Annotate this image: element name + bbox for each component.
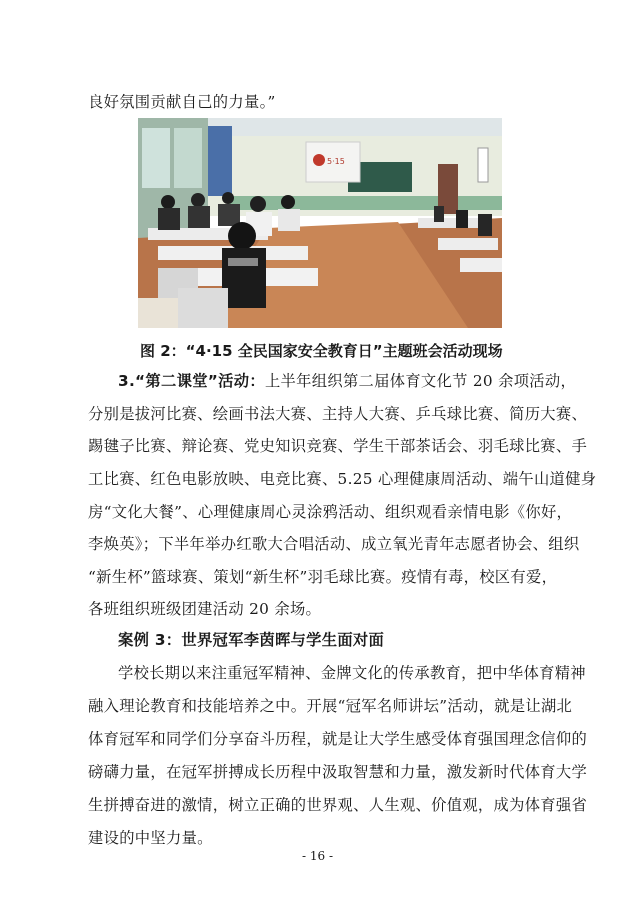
section3-heading: 3.“第二课堂”活动： — [118, 372, 265, 390]
section3-line: 踢毽子比赛、辩论赛、党史知识竞赛、学生干部茶话会、羽毛球比赛、手 — [88, 437, 588, 455]
case3-line: 体育冠军和同学们分享奋斗历程，就是让大学生感受体育强国理念信仰的 — [88, 730, 588, 748]
section3-line: 工比赛、红色电影放映、电竞比赛、5.25 心理健康周活动、端午山道健身 — [88, 470, 597, 488]
classroom-photo — [138, 118, 502, 328]
section3-line-0: 上半年组织第二届体育文化节 20 余项活动， — [264, 372, 577, 390]
case3-line: 磅礴力量，在冠军拼搏成长历程中汲取智慧和力量，激发新时代体育大学 — [88, 763, 588, 781]
case3-line: 学校长期以来注重冠军精神、金牌文化的传承教育，把中华体育精神 — [118, 664, 586, 682]
figure-caption: 图 2：“4·15 全民国家安全教育日”主题班会活动现场 — [140, 342, 503, 360]
case3-line: 建设的中坚力量。 — [88, 829, 213, 847]
paragraph-end-line: 良好氛围贡献自己的力量。” — [88, 93, 276, 111]
section3-line: 各班组织班级团建活动 20 余场。 — [88, 600, 322, 618]
page-number: - 16 - — [302, 849, 334, 863]
case3-line: 生拼搏奋进的激情，树立正确的世界观、人生观、价值观，成为体育强省 — [88, 796, 588, 814]
case3-line: 融入理论教育和技能培养之中。开展“冠军名师讲坛”活动，就是让湖北 — [88, 697, 573, 715]
section3-line: “新生杯”篮球赛、策划“新生杯”羽毛球比赛。疫情有毒，校区有爱， — [88, 568, 558, 586]
screen-text: 5·15 — [327, 157, 345, 166]
case3-heading: 案例 3：世界冠军李茵晖与学生面对面 — [118, 631, 385, 649]
section3-line: 房“文化大餐”、心理健康周心灵涂鸦活动、组织观看亲情电影《你好， — [88, 503, 573, 521]
section3-line: 分别是拔河比赛、绘画书法大赛、主持人大赛、乒乓球比赛、简历大赛、 — [88, 405, 588, 423]
section3-line: 李焕英》；下半年举办红歌大合唱活动、成立氧光青年志愿者协会、组织 — [88, 535, 580, 553]
section3-first-line — [118, 371, 576, 391]
